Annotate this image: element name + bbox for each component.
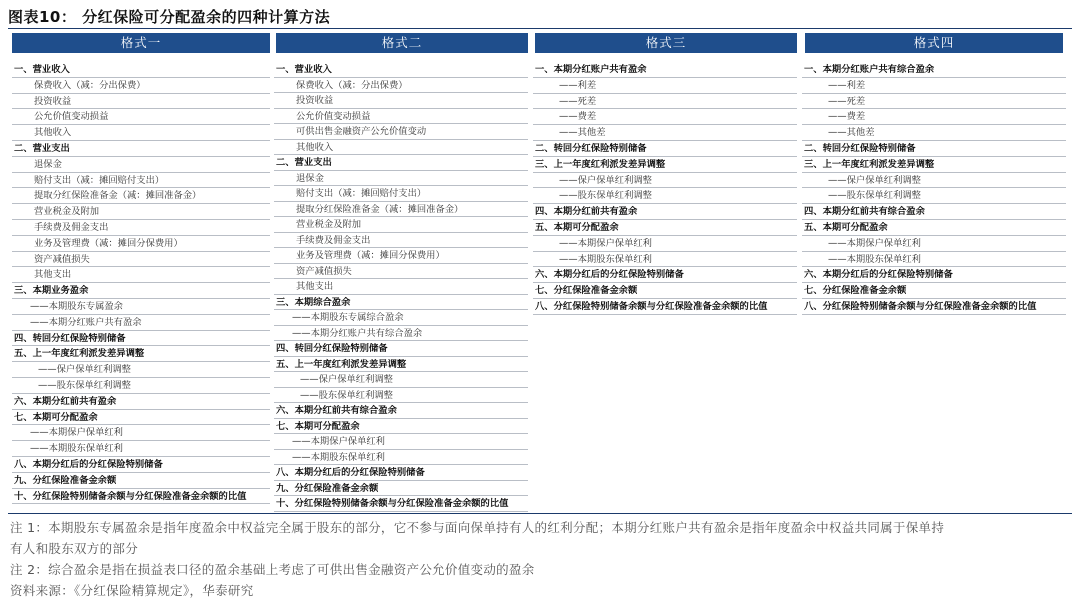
- table-item-row: 营业税金及附加: [12, 204, 270, 220]
- table-item-row: 赔付支出（减：摊回赔付支出）: [274, 186, 528, 202]
- table-item-row: 提取分红保险准备金（减：摊回准备金）: [12, 188, 270, 204]
- table-section-row: 四、本期分红前共有盈余: [533, 204, 797, 220]
- table-item-row: 营业税金及附加: [274, 217, 528, 233]
- table-section-row: 七、分红保险准备金余额: [533, 283, 797, 299]
- table-item-row: ——利差: [533, 78, 797, 94]
- figure-title: 图表10： 分红保险可分配盈余的四种计算方法: [8, 8, 331, 26]
- table-item-row: 保费收入（减：分出保费）: [274, 78, 528, 94]
- format-3-column: [533, 62, 797, 315]
- table-item-row: ——费差: [802, 109, 1066, 125]
- table-item-row: 投资收益: [12, 94, 270, 110]
- table-section-row: 十、分红保险特别储备余额与分红保险准备金余额的比值: [274, 496, 528, 512]
- table-section-row: 九、分红保险准备金余额: [12, 473, 270, 489]
- header-format-1: 格式一: [12, 33, 270, 53]
- table-section-row: 八、分红保险特别储备余额与分红保险准备金余额的比值: [533, 299, 797, 315]
- table-item-row: ——其他差: [802, 125, 1066, 141]
- table-item-row: 赔付支出（减：摊回赔付支出）: [12, 173, 270, 189]
- format-1-column: [12, 62, 270, 504]
- table-section-row: 一、本期分红账户共有综合盈余: [802, 62, 1066, 78]
- table-section-row: 七、本期可分配盈余: [12, 410, 270, 426]
- table-item-row: ——股东保单红利调整: [802, 188, 1066, 204]
- table-item-row: 资产减值损失: [12, 252, 270, 268]
- table-item-row: ——本期股东专属综合盈余: [274, 310, 528, 326]
- note-1-line-2: 有人和股东双方的部分: [10, 541, 139, 556]
- table-item-row: 其他支出: [12, 267, 270, 283]
- table-item-row: 手续费及佣金支出: [12, 220, 270, 236]
- table-item-row: ——本期分红账户共有盈余: [12, 315, 270, 331]
- table-item-row: 其他支出: [274, 279, 528, 295]
- table-item-row: 可供出售金融资产公允价值变动: [274, 124, 528, 140]
- table-item-row: ——本期保户保单红利: [274, 434, 528, 450]
- table-item-row: ——保户保单红利调整: [274, 372, 528, 388]
- table-section-row: 八、分红保险特别储备余额与分红保险准备金余额的比值: [802, 299, 1066, 315]
- table-item-row: ——本期保户保单红利: [802, 236, 1066, 252]
- note-1-line-1: 注 1：本期股东专属盈余是指年度盈余中权益完全属于股东的部分，它不参与面向保单持有人的红利分配；本期分红账户共有盈余是指年度盈余中权益共同属于保单持: [10, 520, 945, 535]
- table-item-row: 资产减值损失: [274, 264, 528, 280]
- title-divider: [8, 28, 1072, 29]
- table-item-row: ——本期分红账户共有综合盈余: [274, 326, 528, 342]
- table-item-row: 手续费及佣金支出: [274, 233, 528, 249]
- table-item-row: ——利差: [802, 78, 1066, 94]
- format-4-column: [802, 62, 1066, 315]
- table-section-row: 八、本期分红后的分红保险特别储备: [12, 457, 270, 473]
- table-item-row: ——死差: [533, 94, 797, 110]
- table-item-row: ——死差: [802, 94, 1066, 110]
- table-item-row: 退保金: [274, 171, 528, 187]
- table-item-row: ——股东保单红利调整: [274, 388, 528, 404]
- table-section-row: 十、分红保险特别储备余额与分红保险准备金余额的比值: [12, 489, 270, 505]
- table-section-row: 三、本期业务盈余: [12, 283, 270, 299]
- table-section-row: 五、本期可分配盈余: [533, 220, 797, 236]
- table-section-row: 四、转回分红保险特别储备: [274, 341, 528, 357]
- table-item-row: ——股东保单红利调整: [12, 378, 270, 394]
- table-section-row: 九、分红保险准备金余额: [274, 481, 528, 497]
- table-item-row: ——股东保单红利调整: [533, 188, 797, 204]
- table-item-row: ——保户保单红利调整: [802, 173, 1066, 189]
- table-section-row: 四、转回分红保险特别储备: [12, 331, 270, 347]
- table-item-row: ——保户保单红利调整: [533, 173, 797, 189]
- table-section-row: 二、营业支出: [274, 155, 528, 171]
- table-bottom-divider: [8, 513, 1072, 514]
- table-section-row: 一、营业收入: [12, 62, 270, 78]
- format-2-column: [274, 62, 528, 512]
- table-item-row: ——本期股东保单红利: [12, 441, 270, 457]
- table-item-row: ——本期股东保单红利: [802, 252, 1066, 268]
- table-item-row: ——本期股东保单红利: [274, 450, 528, 466]
- table-item-row: ——费差: [533, 109, 797, 125]
- table-section-row: 三、上一年度红利派发差异调整: [802, 157, 1066, 173]
- table-section-row: 六、本期分红后的分红保险特别储备: [533, 267, 797, 283]
- header-format-2: 格式二: [276, 33, 528, 53]
- table-section-row: 四、本期分红前共有综合盈余: [802, 204, 1066, 220]
- table-section-row: 二、转回分红保险特别储备: [533, 141, 797, 157]
- table-section-row: 三、上一年度红利派发差异调整: [533, 157, 797, 173]
- table-item-row: ——本期保户保单红利: [533, 236, 797, 252]
- table-item-row: 其他收入: [274, 140, 528, 156]
- table-item-row: 其他收入: [12, 125, 270, 141]
- table-item-row: ——本期股东保单红利: [533, 252, 797, 268]
- note-2: 注 2：综合盈余是指在损益表口径的盈余基础上考虑了可供出售金融资产公允价值变动的盈余: [10, 562, 535, 577]
- table-item-row: 公允价值变动损益: [274, 109, 528, 125]
- table-section-row: 一、本期分红账户共有盈余: [533, 62, 797, 78]
- table-item-row: 业务及管理费（减：摊回分保费用）: [12, 236, 270, 252]
- table-item-row: 提取分红保险准备金（减：摊回准备金）: [274, 202, 528, 218]
- table-section-row: 二、转回分红保险特别储备: [802, 141, 1066, 157]
- header-format-3: 格式三: [535, 33, 797, 53]
- table-item-row: 业务及管理费（减：摊回分保费用）: [274, 248, 528, 264]
- table-section-row: 八、本期分红后的分红保险特别储备: [274, 465, 528, 481]
- table-section-row: 五、本期可分配盈余: [802, 220, 1066, 236]
- table-section-row: 五、上一年度红利派发差异调整: [274, 357, 528, 373]
- table-item-row: 公允价值变动损益: [12, 109, 270, 125]
- header-format-4: 格式四: [805, 33, 1063, 53]
- table-section-row: 六、本期分红前共有综合盈余: [274, 403, 528, 419]
- table-section-row: 三、本期综合盈余: [274, 295, 528, 311]
- table-section-row: 一、营业收入: [274, 62, 528, 78]
- table-section-row: 七、本期可分配盈余: [274, 419, 528, 435]
- table-item-row: ——保户保单红利调整: [12, 362, 270, 378]
- table-item-row: ——本期保户保单红利: [12, 425, 270, 441]
- table-item-row: 保费收入（减：分出保费）: [12, 78, 270, 94]
- table-item-row: 投资收益: [274, 93, 528, 109]
- table-section-row: 六、本期分红后的分红保险特别储备: [802, 267, 1066, 283]
- table-item-row: ——其他差: [533, 125, 797, 141]
- table-section-row: 五、上一年度红利派发差异调整: [12, 346, 270, 362]
- table-section-row: 二、营业支出: [12, 141, 270, 157]
- table-section-row: 六、本期分红前共有盈余: [12, 394, 270, 410]
- table-item-row: 退保金: [12, 157, 270, 173]
- table-item-row: ——本期股东专属盈余: [12, 299, 270, 315]
- source-line: 资料来源：《分红保险精算规定》，华泰研究: [10, 583, 254, 598]
- table-section-row: 七、分红保险准备金余额: [802, 283, 1066, 299]
